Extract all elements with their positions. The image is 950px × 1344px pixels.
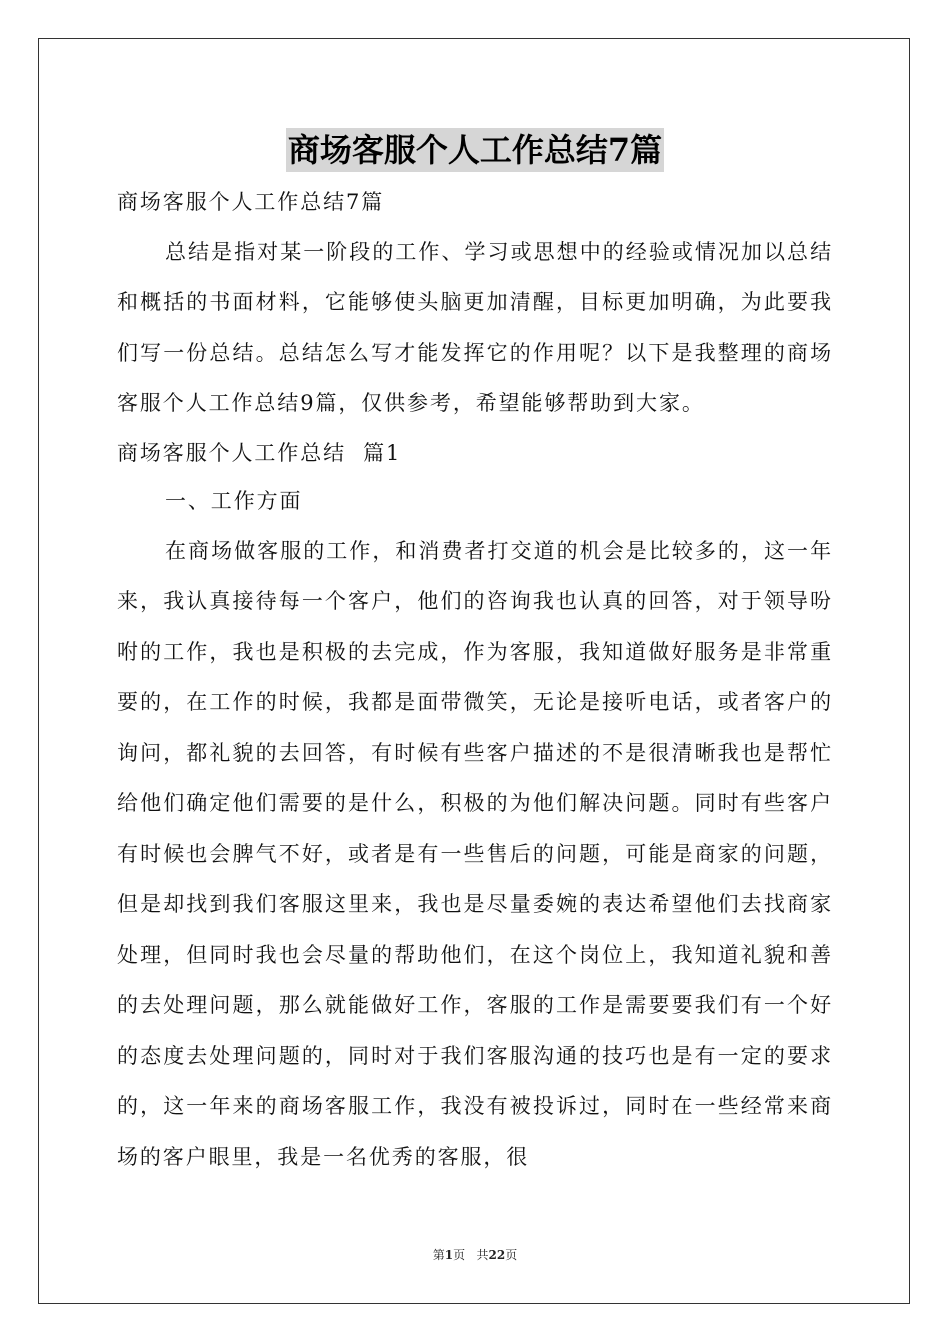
body-paragraph: 在商场做客服的工作，和消费者打交道的机会是比较多的，这一年来，我认真接待每一个客户，他们的咨询我也认真的回答，对于领导吩咐的工作，我也是积极的去完成，作为客服，我知道做好服务是非常重要的，在工作的时候，我都是面带微笑，无论是接听电话，或者客户的询问，都礼貌的去回答，有时候有些客户描述的不是很清晰我也是帮忙给他们确定他们需要的是什么，积极的为他们解决问题。同时有些客户有时候也会脾气不好，或者是有一些售后的问题，可能是商家的问题，但是却找到我们客服这里来，我也是尽量委婉的表达希望他们去找商家处理，但同时我也会尽量的帮助他们，在这个岗位上，我知道礼貌和善的去处理问题，那么就能做好工作，客服的工作是需要要我们有一个好的态度去处理问题的，同时对于我们客服沟通的技巧也是有一定的要求的，这一年来的商场客服工作，我没有被投诉过，同时在一些经常来商场的客户眼里，我是一名优秀的客服，很 bbox=[117, 538, 833, 1169]
document-title: 商场客服个人工作总结7篇 bbox=[286, 128, 664, 172]
footer-page-prefix: 第 bbox=[432, 1248, 445, 1262]
intro-paragraph: 总结是指对某一阶段的工作、学习或思想中的经验或情况加以总结和概括的书面材料，它能够使头脑更加清醒，目标更加明确，为此要我们写一份总结。总结怎么写才能发挥它的作用呢？以下是我整理的商场客服个人工作总结9篇，仅供参考，希望能够帮助到大家。 bbox=[117, 239, 833, 415]
title-wrapper bbox=[117, 128, 833, 172]
footer-page-total: 22 bbox=[488, 1248, 506, 1262]
document-body bbox=[117, 128, 833, 1182]
footer-page-number: 1 bbox=[444, 1248, 454, 1262]
footer-page-mid: 页 共 bbox=[453, 1248, 489, 1262]
footer-page-suffix: 页 bbox=[505, 1248, 518, 1262]
section-heading: 商场客服个人工作总结 篇1 bbox=[117, 440, 402, 465]
page-footer bbox=[0, 1246, 950, 1263]
document-subtitle: 商场客服个人工作总结7篇 bbox=[117, 190, 385, 214]
sub-heading: 一、工作方面 bbox=[165, 489, 303, 513]
